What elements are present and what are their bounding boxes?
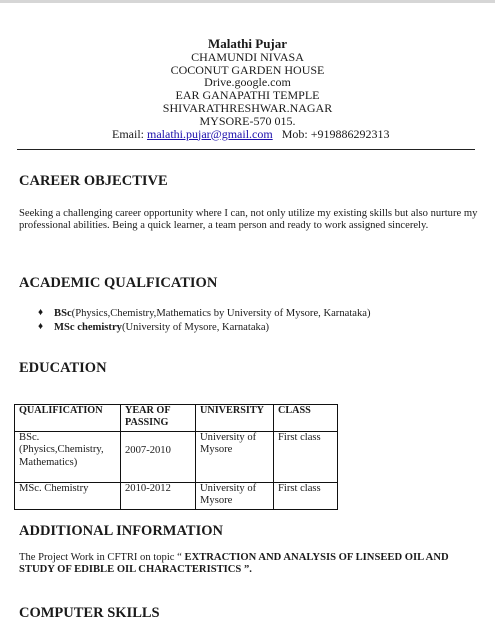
academic-heading: ACADEMIC QUALFICATION [19,275,218,291]
column-header: YEAR OF PASSING [121,405,196,432]
column-header: QUALIFICATION [15,405,121,432]
list-item [38,321,371,335]
table-cell: University of Mysore [196,483,274,510]
degree-name: MSc chemistry [54,322,122,333]
table-cell: University of Mysore [196,432,274,483]
table-row [15,483,338,510]
computer-skills-heading: COMPUTER SKILLS [19,605,160,621]
resume-header [0,38,495,140]
table-row [15,432,338,483]
project-topic: EXTRACTION AND ANALYSIS OF LINSEED OIL AND STUDY OF EDIBLE OIL CHARACTERISTICS ”. [19,552,449,576]
additional-info-text [19,552,484,576]
table-header-row [15,405,338,432]
mobile-number: Mob: +919886292313 [281,126,390,141]
table-cell: MSc. Chemistry [15,483,121,510]
education-table [14,404,338,510]
email-link[interactable]: malathi.pujar@gmail.com [147,126,273,141]
address-line: SHIVARATHRESHWAR.NAGAR [162,100,333,115]
table-cell: BSc. (Physics,Chemistry, Mathematics) [15,432,121,483]
address-line: CHAMUNDI NIVASA [191,49,304,64]
candidate-name: Malathi Pujar [207,36,288,51]
table-cell: 2010-2012 [121,483,196,510]
career-objective-heading: CAREER OBJECTIVE [19,173,168,189]
degree-detail: (Physics,Chemistry,Mathematics by University of Mysore, Karnataka) [71,308,371,319]
table-cell: First class [274,432,338,483]
address-line: COCONUT GARDEN HOUSE [170,62,325,77]
bullet-icon: ♦ [38,307,44,318]
column-header: UNIVERSITY [196,405,274,432]
project-prefix: The Project Work in CFTRI on topic “ [19,552,185,563]
address-line: MYSORE-570 015. [199,113,296,128]
address-line: EAR GANAPATHI TEMPLE [175,88,320,103]
column-header: CLASS [274,405,338,432]
bullet-icon: ♦ [38,321,44,332]
education-heading: EDUCATION [19,360,107,376]
email-label: Email: [112,126,144,141]
header-divider [17,149,475,150]
address-line: Drive.google.com [204,75,291,90]
table-cell: First class [274,483,338,510]
table-cell: 2007-2010 [121,432,196,483]
top-border [0,0,495,3]
list-item [38,307,371,321]
academic-list [38,307,371,335]
degree-detail: (University of Mysore, Karnataka) [121,322,270,333]
additional-info-heading: ADDITIONAL INFORMATION [19,523,223,539]
career-objective-text: Seeking a challenging career opportunity where I can, not only utilize my existing skills but also nurture my professional abilities. Being a quick learner, a team person and ready to work assigned sincerely. [19,208,478,232]
degree-name: BSc [54,308,72,319]
contact-line [0,128,495,141]
